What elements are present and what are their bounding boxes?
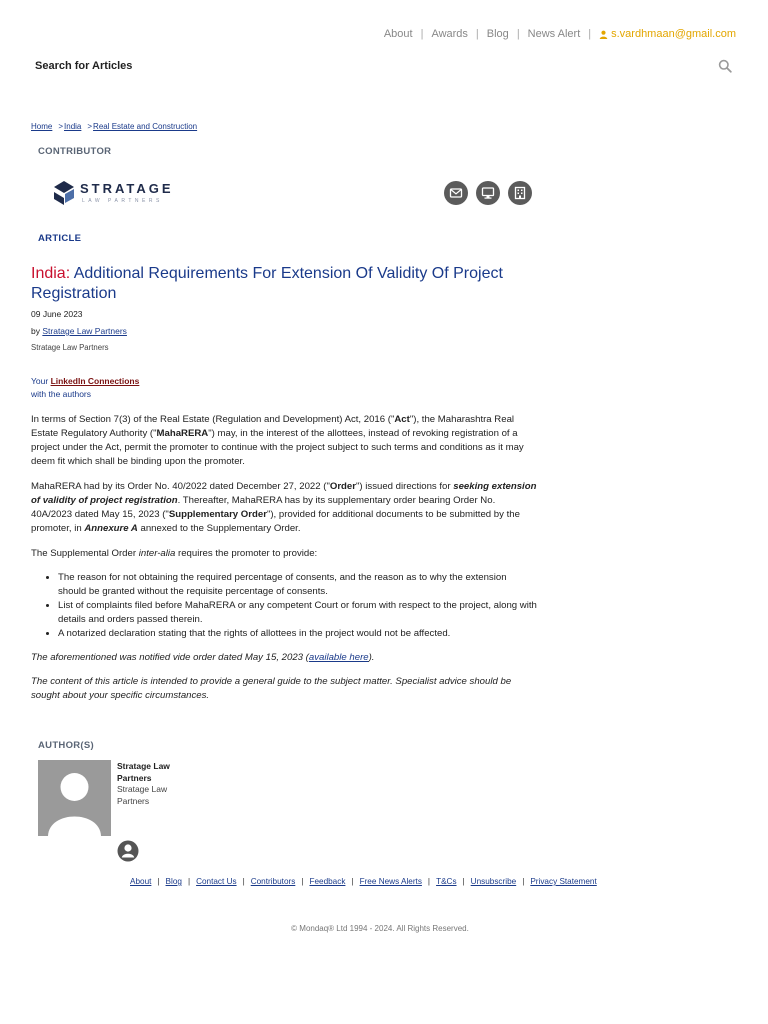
body-text: . Thereafter, MahaRERA has by its supplementary order bearing Order No. 40A/2023 dated May 15, 2023 (" (31, 495, 496, 520)
body-text: The Supplemental Order (31, 548, 139, 559)
top-nav (384, 28, 736, 40)
linkedin-connections (31, 375, 139, 401)
paragraph-1 (31, 413, 537, 469)
author-firm: Stratage Law Partners (117, 784, 168, 806)
list-item: • A notarized declaration stating that the rights of allottees in the project would not be affected. (58, 627, 537, 641)
logo-subtext: LAW PARTNERS (82, 198, 163, 204)
copyright: © Mondaq® Ltd 1994 - 2024. All Rights Reserved. (291, 924, 469, 933)
linkedin-prefix: Your (31, 376, 49, 386)
contributor-label: CONTRIBUTOR (38, 146, 112, 157)
nav-divider: | (475, 28, 479, 40)
footer-privacy-link[interactable]: Privacy Statement (530, 877, 597, 886)
footer-divider: | (242, 877, 245, 886)
article-label: ARTICLE (38, 233, 82, 244)
authors-label: AUTHOR(S) (38, 740, 94, 751)
emphasis-text: inter-alia (138, 548, 176, 559)
footer-divider: | (351, 877, 354, 886)
search-icon[interactable] (718, 59, 732, 73)
article-title (31, 264, 531, 303)
body-text: ") issued directions for (356, 481, 454, 492)
footer-feedback-link[interactable]: Feedback (309, 877, 346, 886)
list-item: • The reason for not obtaining the required percentage of consents, and the reason as to why the extension should be granted without the requisite percentage of consents. (58, 571, 537, 599)
footer-divider: | (462, 877, 465, 886)
body-text: annexed to the Supplementary Order. (137, 523, 301, 534)
paragraph-2 (31, 480, 537, 536)
nav-news-alert-link[interactable]: News Alert (527, 28, 581, 40)
footer-contact-link[interactable]: Contact Us (196, 877, 237, 886)
emphasis-text: ). (368, 652, 375, 663)
breadcrumb-real-estate[interactable]: Real Estate and Construction (93, 122, 198, 131)
notified-paragraph (31, 651, 537, 665)
article-title-text: Additional Requirements For Extension Of Validity Of Project Registration (31, 265, 503, 302)
nav-awards-link[interactable]: Awards (431, 28, 468, 40)
footer-divider: | (157, 877, 160, 886)
breadcrumb (31, 122, 197, 131)
paragraph-3 (31, 547, 537, 561)
contributor-logo[interactable] (50, 178, 190, 208)
nav-divider: | (420, 28, 424, 40)
disclaimer: The content of this article is intended to provide a general guide to the subject matter. Specialist advice should be sought about your specific circumstances. (31, 676, 512, 701)
breadcrumb-arrow: > (87, 122, 93, 131)
footer-divider: | (301, 877, 304, 886)
emphasis-text: The aforementioned was notified vide order dated May 15, 2023 ( (31, 652, 309, 663)
search-articles-input[interactable]: Search for Articles (35, 60, 133, 72)
article-firm: Stratage Law Partners (31, 343, 109, 352)
breadcrumb-home[interactable]: Home (31, 122, 53, 131)
article-byline (31, 326, 127, 336)
footer-divider: | (187, 877, 191, 886)
linkedin-suffix: with the authors (31, 389, 92, 399)
available-here-link[interactable]: available here (308, 652, 369, 663)
footer-news-alerts-link[interactable]: Free News Alerts (359, 877, 422, 886)
breadcrumb-india[interactable]: India (64, 122, 82, 131)
requirements-list (31, 571, 537, 641)
list-item: • List of complaints filed before MahaRERA or any competent Court or forum with respect to the project, along with details and orders passed therein. (58, 599, 537, 627)
user-email: s.vardhmaan@gmail.com (611, 28, 736, 40)
user-icon (599, 30, 608, 39)
footer-tcs-link[interactable]: T&Cs (436, 877, 457, 886)
footer-divider: | (522, 877, 525, 886)
author-avatar (38, 760, 111, 836)
author-name[interactable]: Stratage Law Partners (117, 761, 170, 783)
building-icon[interactable] (508, 181, 532, 205)
emphasis-text: MahaRERA (156, 428, 209, 439)
footer-links (130, 877, 597, 886)
breadcrumb-arrow: > (58, 122, 64, 131)
stratage-logo-mark (52, 180, 76, 206)
emphasis-text: Annexure A (84, 523, 138, 534)
body-text: requires the promoter to provide: (175, 548, 318, 559)
body-text: MahaRERA had by its Order No. 40/2022 dated December 27, 2022 (" (31, 481, 330, 492)
emphasis-text: Act (394, 414, 410, 425)
logo-wordmark: STRATAGE (80, 181, 174, 196)
nav-divider: | (588, 28, 592, 40)
footer-blog-link[interactable]: Blog (165, 877, 182, 886)
email-icon[interactable] (444, 181, 468, 205)
user-account-link[interactable] (599, 28, 736, 40)
emphasis-text: Supplementary Order (168, 509, 267, 520)
byline-prefix: by (31, 326, 40, 336)
author-link[interactable]: Stratage Law Partners (42, 326, 127, 336)
emphasis-text: seeking extension of validity of project registration (31, 481, 537, 506)
linkedin-connections-link[interactable]: LinkedIn Connections (50, 376, 140, 386)
article-country: India: (31, 265, 71, 282)
nav-divider: | (516, 28, 520, 40)
article-date: 09 June 2023 (31, 309, 83, 319)
nav-blog-link[interactable]: Blog (486, 28, 509, 40)
user-circle-icon[interactable] (117, 840, 139, 862)
body-text: ") may, in the interest of the allottees, instead of revoking registration of a project under the Act, permit the promoter to continue with the project subject to such terms and conditions as it may deem fit which shall be binding upon the promoter. (31, 428, 524, 467)
nav-about-link[interactable]: About (383, 28, 413, 40)
footer-unsubscribe-link[interactable]: Unsubscribe (470, 877, 517, 886)
footer-about-link[interactable]: About (130, 877, 152, 886)
body-text: In terms of Section 7(3) of the Real Estate (Regulation and Development) Act, 2016 (" (31, 414, 395, 425)
body-text: "), the Maharashtra Real Estate Regulatory Authority (" (31, 414, 515, 439)
monitor-icon[interactable] (476, 181, 500, 205)
body-text: "), provided for additional documents to be submitted by the promoter, in (31, 509, 520, 534)
footer-divider: | (427, 877, 431, 886)
article-body (31, 413, 537, 703)
footer-contributors-link[interactable]: Contributors (250, 877, 296, 886)
emphasis-text: Order (329, 481, 356, 492)
